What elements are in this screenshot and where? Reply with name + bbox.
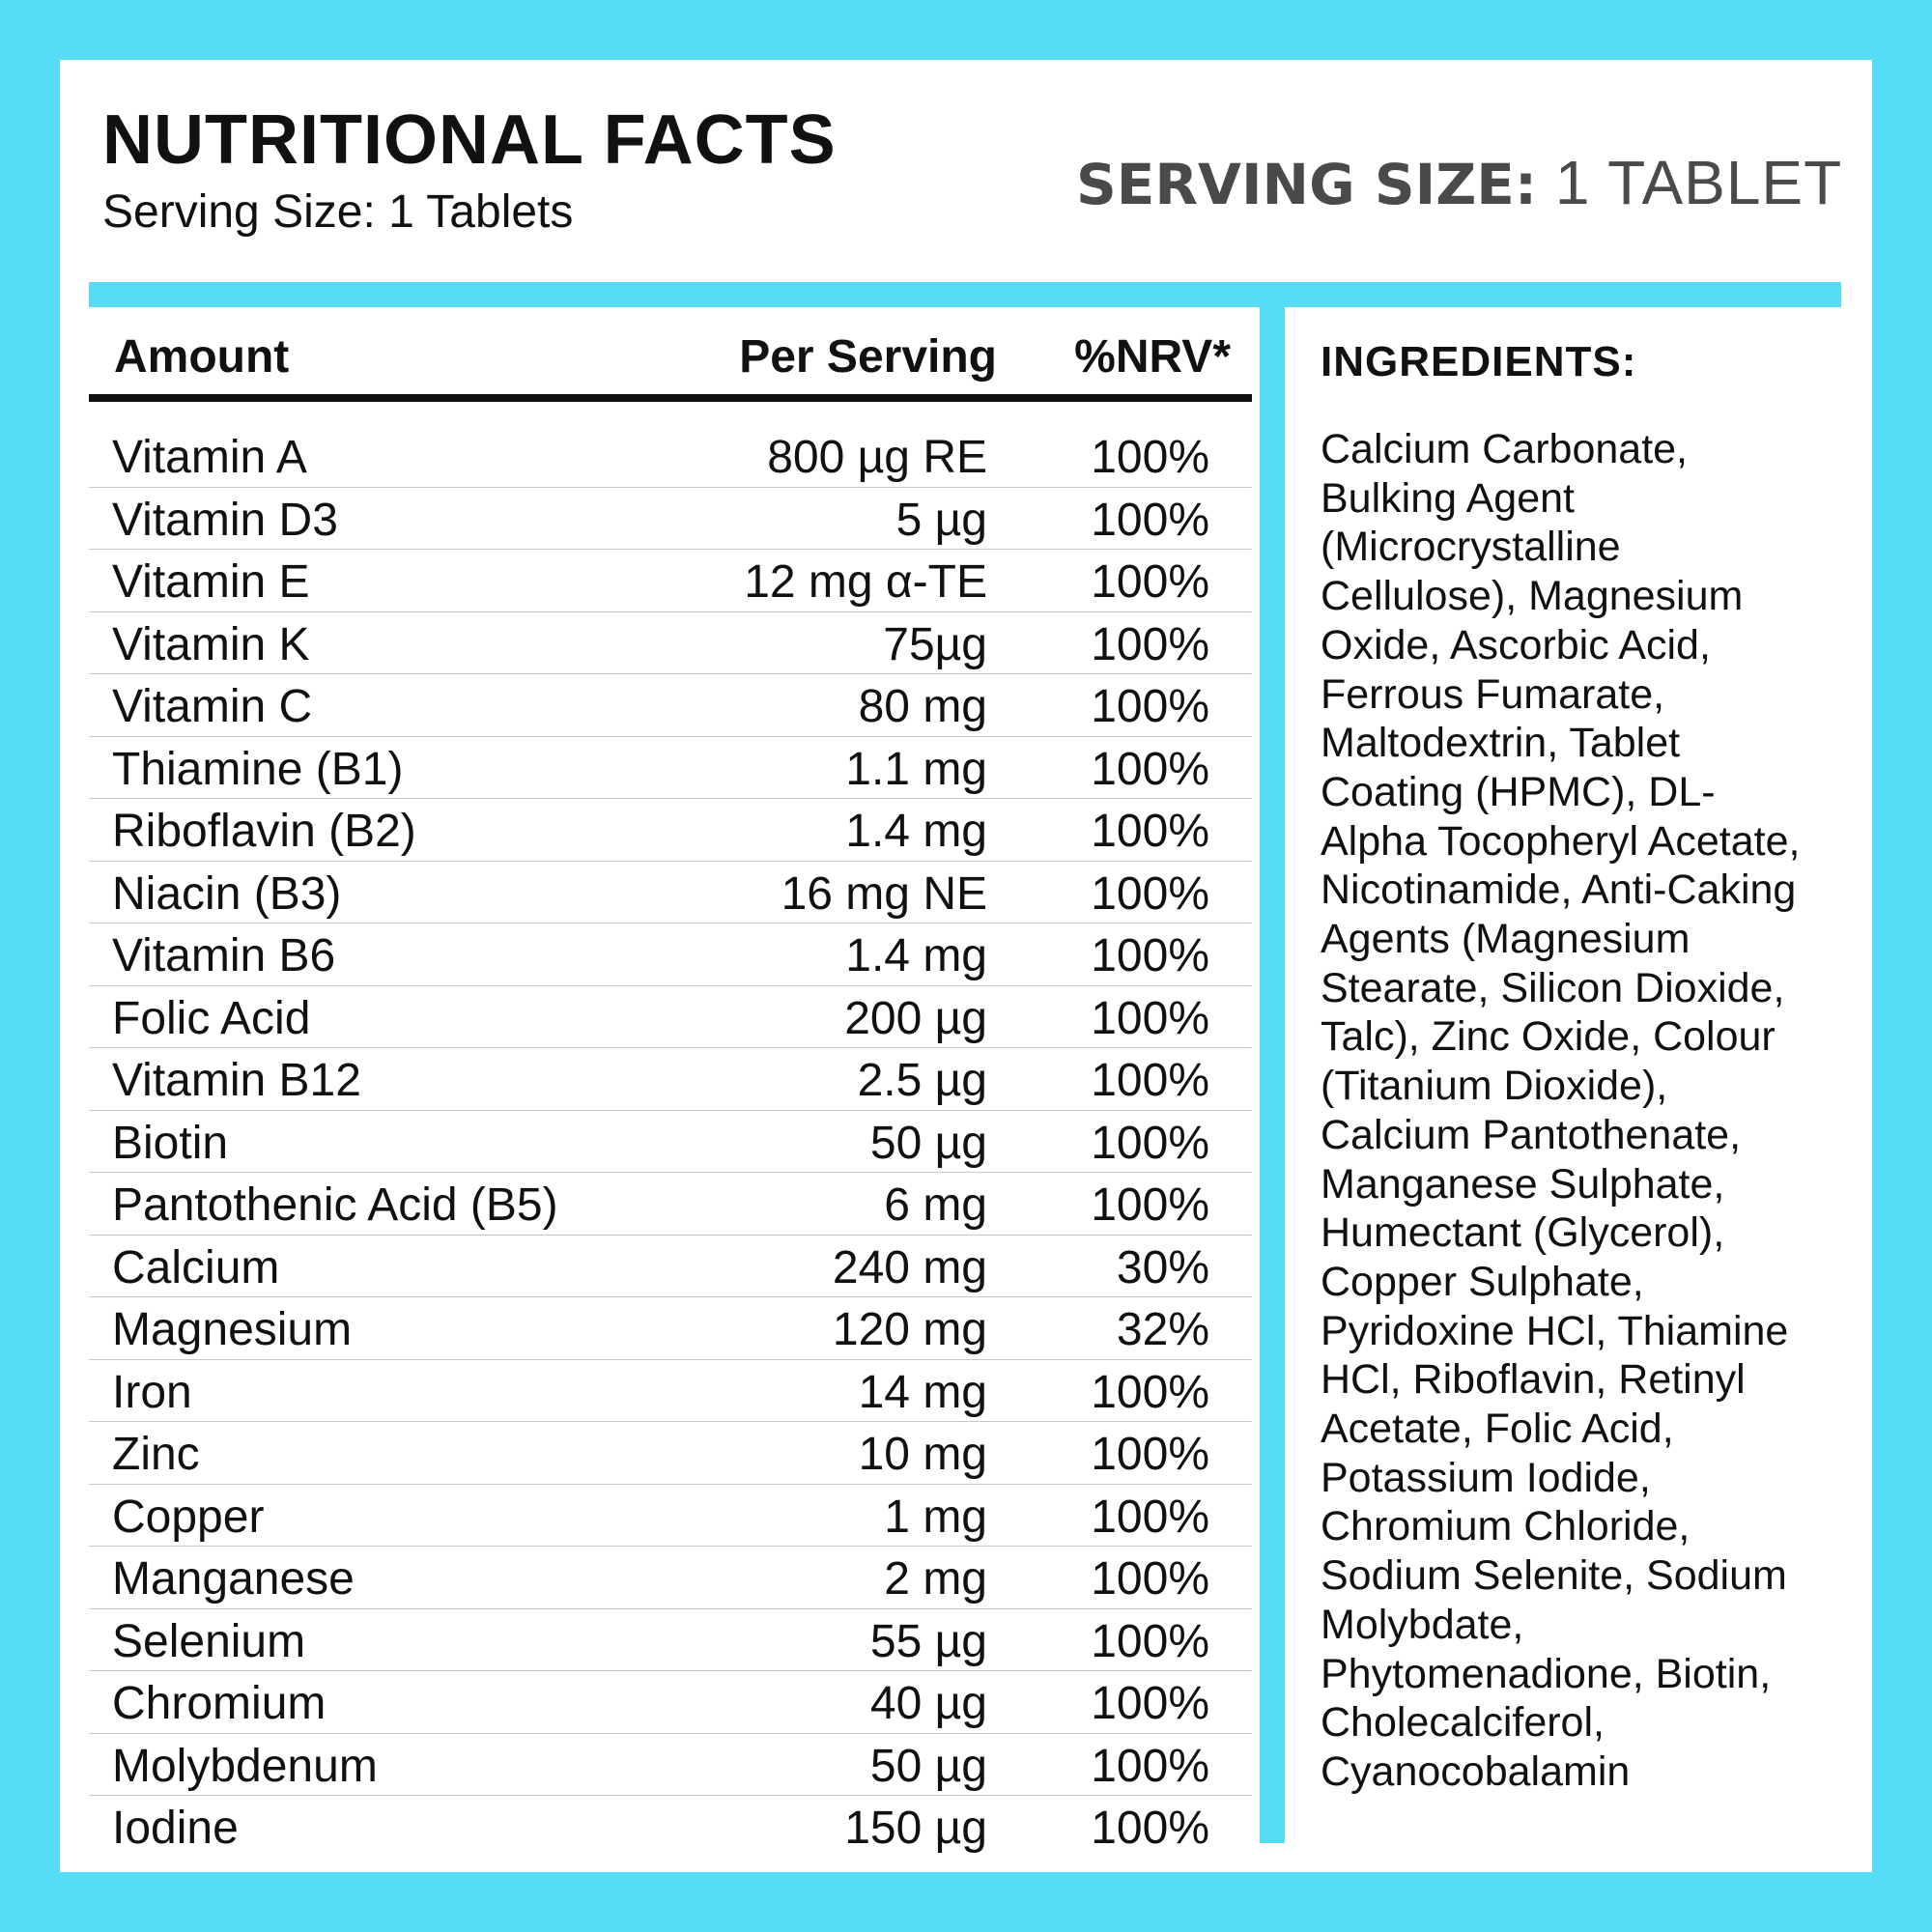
nutrient-name: Thiamine (B1) — [112, 743, 404, 795]
table-row — [89, 1173, 1252, 1236]
nutrient-amount: 200 µg — [844, 992, 987, 1044]
nutrient-name: Magnesium — [112, 1304, 353, 1355]
table-row — [89, 737, 1252, 800]
table-row — [89, 1048, 1252, 1111]
ingredients-line: Sodium Selenite, Sodium — [1321, 1552, 1787, 1600]
ingredients-line: Nicotinamide, Anti-Caking — [1321, 867, 1797, 914]
nutrient-amount: 16 mg NE — [781, 867, 987, 920]
ingredients-line: Molybdate, — [1321, 1601, 1524, 1648]
ingredients-line: Cellulose), Magnesium — [1321, 573, 1744, 620]
nutrient-name: Calcium — [112, 1241, 280, 1293]
ingredients-line: Pyridoxine HCl, Thiamine — [1321, 1307, 1789, 1354]
nutrient-amount: 75µg — [883, 618, 987, 670]
nutrient-nrv: 30% — [1116, 1241, 1209, 1293]
nutrient-amount: 5 µg — [895, 494, 987, 546]
nutrient-name: Copper — [112, 1491, 265, 1543]
nutrient-amount: 1.4 mg — [845, 806, 987, 857]
nutrient-nrv: 100% — [1091, 1117, 1209, 1169]
nutrient-name: Vitamin B12 — [112, 1055, 361, 1106]
ingredients-line: Maltodextrin, Tablet — [1321, 720, 1681, 767]
nutrient-nrv: 100% — [1091, 1553, 1209, 1605]
nutrient-name: Manganese — [112, 1553, 355, 1605]
nutrition-panel — [60, 60, 1872, 1872]
ingredients-line: HCl, Riboflavin, Retinyl — [1321, 1356, 1746, 1404]
nutrient-nrv: 100% — [1091, 992, 1209, 1044]
table-row — [89, 612, 1252, 675]
ingredients-line: Phytomenadione, Biotin, — [1321, 1650, 1772, 1697]
table-row — [89, 799, 1252, 862]
nutrient-nrv: 100% — [1091, 556, 1209, 608]
ingredients-line: Chromium Chloride, — [1321, 1503, 1690, 1550]
nutrient-amount: 50 µg — [869, 1117, 987, 1169]
column-header-per-serving: Per Serving — [739, 331, 997, 383]
column-header-nrv: %NRV* — [1074, 331, 1231, 383]
nutrient-amount: 150 µg — [844, 1803, 987, 1854]
nutrient-name: Iron — [112, 1366, 192, 1418]
page-title: NUTRITIONAL FACTS — [102, 101, 837, 179]
serving-size-label: SERVING SIZE: — [1076, 152, 1538, 217]
nutrient-nrv: 100% — [1091, 930, 1209, 981]
nutrient-name: Vitamin A — [112, 432, 307, 483]
nutrient-name: Iodine — [112, 1803, 239, 1854]
table-row — [89, 923, 1252, 986]
nutrient-nrv: 100% — [1091, 1678, 1209, 1729]
table-row — [89, 1547, 1252, 1609]
table-body — [89, 425, 1252, 1858]
nutrient-nrv: 100% — [1091, 1803, 1209, 1854]
table-row — [89, 425, 1252, 488]
nutrient-nrv: 100% — [1091, 1491, 1209, 1543]
nutrient-nrv: 100% — [1091, 681, 1209, 732]
nutrient-nrv: 100% — [1091, 432, 1209, 483]
ingredients-text — [1321, 425, 1842, 1797]
table-header — [89, 307, 1252, 402]
nutrient-nrv: 100% — [1091, 806, 1209, 857]
column-header-amount: Amount — [114, 331, 290, 383]
nutrient-amount: 1.1 mg — [845, 743, 987, 795]
ingredients-line: Stearate, Silicon Dioxide, — [1321, 964, 1785, 1011]
accent-bar — [89, 282, 1841, 307]
nutrient-nrv: 100% — [1091, 494, 1209, 546]
ingredients-line: Manganese Sulphate, — [1321, 1160, 1725, 1208]
nutrient-amount: 800 µg RE — [767, 432, 987, 483]
nutrient-name: Niacin (B3) — [112, 867, 342, 920]
table-row — [89, 986, 1252, 1049]
table-row — [89, 674, 1252, 737]
table-row — [89, 488, 1252, 551]
nutrient-nrv: 100% — [1091, 743, 1209, 795]
table-row — [89, 1671, 1252, 1734]
table-row — [89, 1609, 1252, 1672]
ingredients-line: Bulking Agent — [1321, 474, 1575, 522]
table-row — [89, 1297, 1252, 1360]
nutrition-table — [89, 307, 1252, 1858]
ingredients-line: Agents (Magnesium — [1321, 916, 1690, 963]
nutrient-name: Folic Acid — [112, 992, 311, 1044]
ingredients-line: (Titanium Dioxide), — [1321, 1063, 1668, 1110]
ingredients-title: INGREDIENTS: — [1321, 338, 1637, 385]
ingredients-line: Copper Sulphate, — [1321, 1258, 1644, 1305]
nutrient-amount: 2.5 µg — [857, 1055, 987, 1106]
ingredients-line: (Microcrystalline — [1321, 524, 1621, 571]
ingredients-section — [1321, 338, 1842, 1797]
ingredients-line: Calcium Carbonate, — [1321, 426, 1689, 472]
ingredients-line: Calcium Pantothenate, — [1321, 1111, 1742, 1158]
nutrient-name: Vitamin D3 — [112, 494, 338, 546]
nutrient-nrv: 100% — [1091, 1615, 1209, 1667]
nutrient-nrv: 100% — [1091, 1055, 1209, 1106]
nutrient-name: Riboflavin (B2) — [112, 806, 416, 857]
nutrient-amount: 120 mg — [832, 1304, 987, 1355]
nutrient-nrv: 100% — [1091, 1366, 1209, 1418]
nutrient-amount: 12 mg α-TE — [744, 556, 987, 608]
nutrient-nrv: 100% — [1091, 1429, 1209, 1480]
nutrient-amount: 240 mg — [832, 1241, 987, 1293]
column-divider — [1260, 307, 1285, 1843]
nutrient-name: Selenium — [112, 1615, 306, 1667]
nutrient-nrv: 32% — [1116, 1304, 1209, 1355]
nutrient-name: Vitamin K — [112, 618, 310, 670]
table-row — [89, 550, 1252, 612]
nutrient-amount: 1.4 mg — [845, 930, 987, 981]
ingredients-line: Humectant (Glycerol), — [1321, 1209, 1725, 1257]
table-row — [89, 1796, 1252, 1858]
ingredients-line: Ferrous Fumarate, — [1321, 670, 1665, 718]
nutrient-name: Vitamin C — [112, 681, 313, 732]
nutrient-nrv: 100% — [1091, 1179, 1209, 1231]
nutrient-nrv: 100% — [1091, 1740, 1209, 1792]
serving-size-banner — [1076, 147, 1842, 218]
table-row — [89, 1111, 1252, 1174]
table-row — [89, 1360, 1252, 1423]
nutrient-amount: 80 mg — [858, 681, 987, 732]
nutrient-name: Vitamin B6 — [112, 930, 336, 981]
ingredients-line: Cyanocobalamin — [1321, 1747, 1631, 1795]
table-row — [89, 1422, 1252, 1485]
nutrient-name: Vitamin E — [112, 556, 310, 608]
nutrient-name: Chromium — [112, 1678, 327, 1729]
nutrient-nrv: 100% — [1091, 618, 1209, 670]
nutrient-name: Pantothenic Acid (B5) — [112, 1179, 558, 1231]
nutrient-amount: 55 µg — [869, 1615, 987, 1667]
serving-size-value: 1 TABLET — [1554, 148, 1843, 217]
ingredients-line: Acetate, Folic Acid, — [1321, 1406, 1674, 1453]
nutrient-name: Biotin — [112, 1117, 229, 1169]
nutrient-amount: 1 mg — [884, 1491, 987, 1543]
nutrient-nrv: 100% — [1091, 867, 1209, 920]
nutrient-amount: 50 µg — [869, 1740, 987, 1792]
ingredients-line: Talc), Zinc Oxide, Colour — [1321, 1013, 1776, 1061]
serving-size-subtitle: Serving Size: 1 Tablets — [102, 186, 574, 238]
nutrient-amount: 14 mg — [858, 1366, 987, 1418]
ingredients-line: Oxide, Ascorbic Acid, — [1321, 621, 1711, 668]
table-row — [89, 862, 1252, 924]
nutrient-name: Molybdenum — [112, 1740, 378, 1792]
table-row — [89, 1734, 1252, 1797]
nutrient-name: Zinc — [112, 1429, 200, 1480]
nutrient-amount: 2 mg — [884, 1553, 987, 1605]
ingredients-line: Cholecalciferol, — [1321, 1699, 1605, 1747]
ingredients-line: Coating (HPMC), DL- — [1321, 768, 1716, 815]
table-row — [89, 1236, 1252, 1298]
nutrient-amount: 10 mg — [858, 1429, 987, 1480]
nutrient-amount: 6 mg — [884, 1179, 987, 1231]
nutrient-amount: 40 µg — [869, 1678, 987, 1729]
table-row — [89, 1485, 1252, 1548]
ingredients-line: Potassium Iodide, — [1321, 1454, 1651, 1501]
ingredients-line: Alpha Tocopheryl Acetate, — [1321, 817, 1801, 865]
